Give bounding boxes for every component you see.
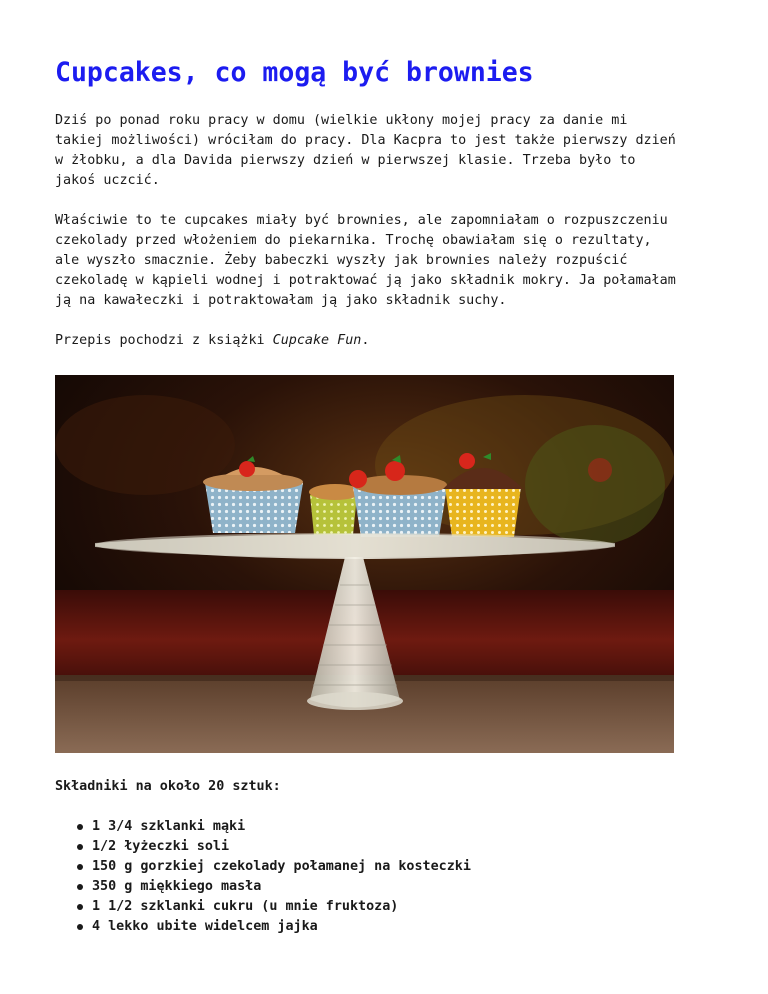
bullet-icon [77, 904, 83, 910]
ingredient-text: 150 g gorzkiej czekolady połamanej na kosteczki [92, 859, 471, 874]
source-prefix: Przepis pochodzi z książki [55, 333, 273, 348]
list-item [77, 817, 471, 837]
bullet-icon [77, 824, 83, 830]
post-title: Cupcakes, co mogą być brownies [55, 57, 534, 88]
list-item [77, 897, 471, 917]
bullet-icon [77, 884, 83, 890]
body-paragraph: Właściwie to te cupcakes miały być brownies, ale zapomniałam o rozpuszczeniu czekolady przed włożeniem do piekarnika. Trochę obawiałam się o rezultaty, ale wyszło smacznie. Żeby babeczki wyszły jak brownies należy rozpuścić czekoladę w kąpieli wodnej i potraktować ją jako składnik mokry. Ja połamałam ją na kawałeczki i potraktowałam ją jako składnik suchy. [55, 213, 676, 308]
source-paragraph [55, 331, 735, 351]
ingredient-text: 1 3/4 szklanki mąki [92, 819, 246, 834]
list-item [77, 917, 471, 937]
list-item [77, 857, 471, 877]
ingredient-text: 350 g miękkiego masła [92, 879, 262, 894]
source-suffix: . [361, 333, 370, 348]
cupcakes-photo [55, 375, 674, 753]
bullet-icon [77, 864, 83, 870]
bullet-icon [77, 924, 83, 930]
ingredient-text: 4 lekko ubite widelcem jajka [92, 919, 318, 934]
list-item [77, 837, 471, 857]
ingredient-text: 1/2 łyżeczki soli [92, 839, 230, 854]
source-book-title: Cupcake Fun [272, 333, 362, 348]
ingredients-list [77, 817, 471, 937]
list-item [77, 877, 471, 897]
ingredients-heading: Składniki na około 20 sztuk: [55, 779, 281, 794]
intro-paragraph: Dziś po ponad roku pracy w domu (wielkie ukłony mojej pracy za danie mi takiej możliwości) wróciłam do pracy. Dla Kacpra to jest także pierwszy dzień w żłobku, a dla Davida pierwszy dzień w pierwszej klasie. Trzeba było to jakoś uczcić. [55, 113, 676, 188]
ingredient-text: 1 1/2 szklanki cukru (u mnie fruktoza) [92, 899, 399, 914]
bullet-icon [77, 844, 83, 850]
